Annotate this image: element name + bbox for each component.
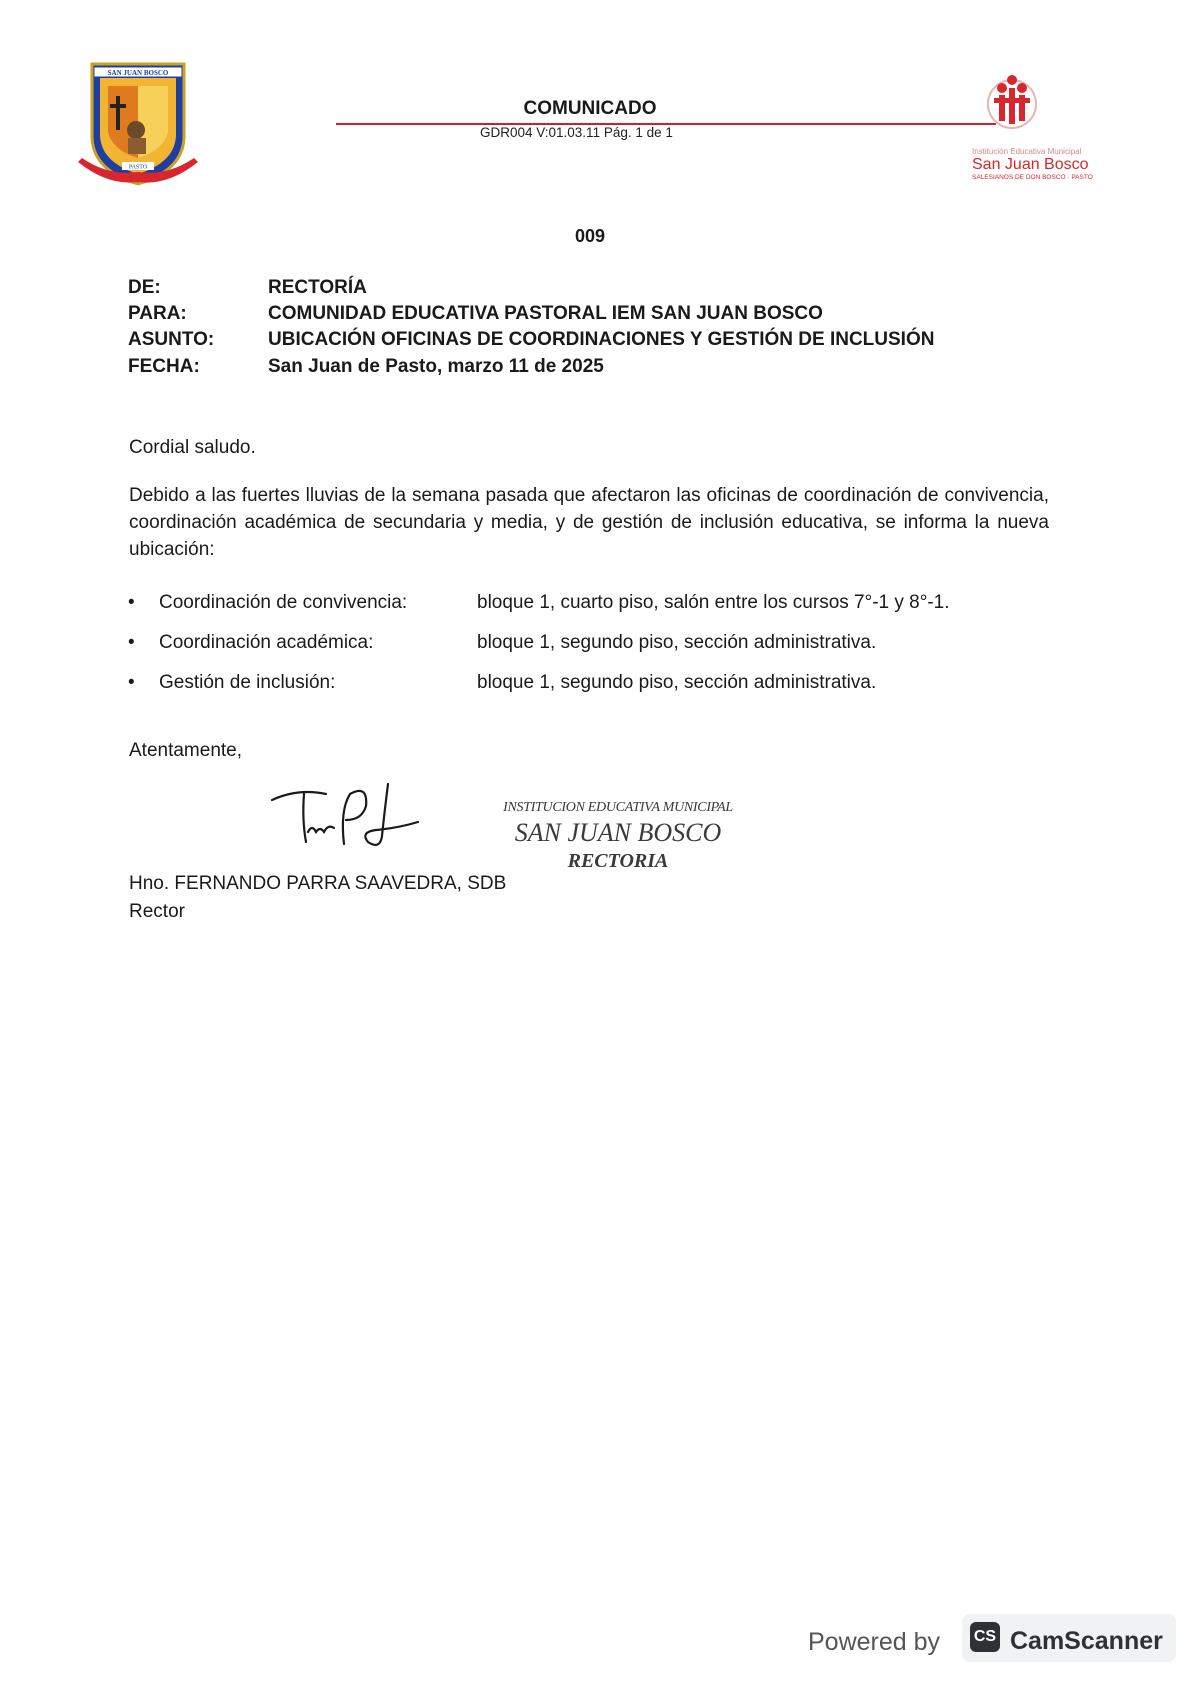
meta-label-from: DE: (128, 277, 161, 298)
school-crest-logo (78, 58, 198, 190)
bullet-value-convivencia: bloque 1, cuarto piso, salón entre los cursos 7°-1 y 8°-1. (477, 592, 950, 613)
meta-label-subject: ASUNTO: (128, 329, 215, 350)
bullet-icon: • (128, 632, 135, 653)
meta-value-to: COMUNIDAD EDUCATIVA PASTORAL IEM SAN JUAN BOSCO (268, 303, 823, 324)
stamp-line-2: SAN JUAN BOSCO (514, 818, 722, 847)
crest-top-text: SAN JUAN BOSCO (107, 69, 169, 77)
meta-value-from: RECTORÍA (268, 277, 367, 298)
signer-name: Hno. FERNANDO PARRA SAAVEDRA, SDB (129, 873, 507, 894)
bullet-label-convivencia: Coordinación de convivencia: (159, 592, 408, 613)
watermark-powered-by: Powered by (808, 1628, 941, 1656)
document-title: COMUNICADO (523, 98, 657, 119)
bullet-label-academica: Coordinación académica: (159, 632, 374, 653)
logo-line-1: Institución Educativa Municipal (972, 147, 1082, 156)
document-code: GDR004 V:01.03.11 Pág. 1 de 1 (480, 125, 673, 140)
meta-value-subject: UBICACIÓN OFICINAS DE COORDINACIONES Y GESTIÓN DE INCLUSIÓN (268, 329, 935, 350)
bullet-value-inclusion: bloque 1, segundo piso, sección administrativa. (477, 672, 877, 693)
document-number: 009 (574, 226, 606, 246)
body-paragraph: Debido a las fuertes lluvias de la semana pasada que afectaron las oficinas de coordinación de convivencia, coordinación académica de secundaria y media, y de gestión de inclusión educativa, se informa la nueva ubicación: (129, 485, 1049, 560)
official-stamp (498, 800, 738, 873)
handwritten-signature (268, 780, 428, 860)
logo-line-2: San Juan Bosco (972, 156, 1089, 173)
greeting: Cordial saludo. (129, 437, 256, 458)
meta-value-date: San Juan de Pasto, marzo 11 de 2025 (268, 356, 604, 377)
camscanner-logo-icon: CS (970, 1622, 1000, 1652)
salesian-figures-icon (972, 70, 1122, 140)
bullet-label-inclusion: Gestión de inclusión: (159, 672, 336, 693)
stamp-line-1: INSTITUCION EDUCATIVA MUNICIPAL (503, 800, 733, 815)
bullet-value-academica: bloque 1, segundo piso, sección administrativa. (477, 632, 877, 653)
meta-label-to: PARA: (128, 303, 187, 324)
bullet-icon: • (128, 672, 135, 693)
bullet-icon: • (128, 592, 135, 613)
logo-line-3: SALESIANOS DE DON BOSCO · PASTO (972, 174, 1093, 181)
closing: Atentamente, (129, 740, 243, 761)
crest-bottom-text: PASTO (128, 164, 148, 171)
signer-role: Rector (129, 901, 185, 922)
salesian-logo (972, 70, 1122, 195)
stamp-line-3: RECTORIA (567, 850, 669, 872)
meta-label-date: FECHA: (128, 356, 200, 377)
watermark-brand: CamScanner (1010, 1627, 1163, 1655)
